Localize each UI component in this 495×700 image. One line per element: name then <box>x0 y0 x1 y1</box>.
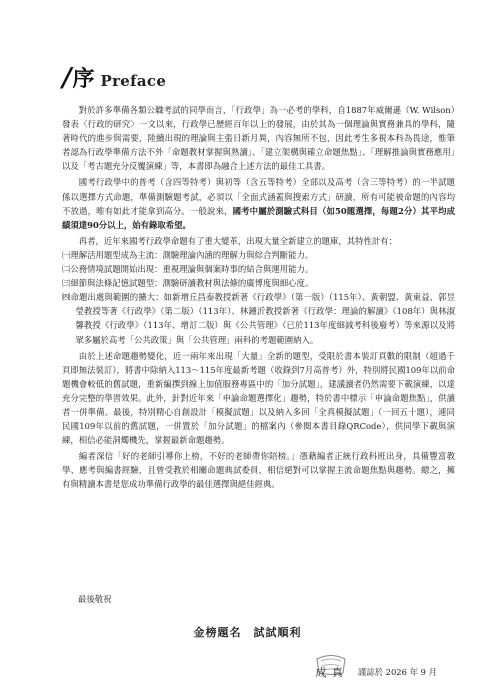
list-item: ㈡公務情境試題開始出現：重視理論與個案時事的結合與運用能力。 <box>62 264 314 275</box>
heading-title-zh: 序 <box>72 66 95 92</box>
paragraph-update: 由於上述命題趨勢變化，近一兩年來出現「大量」全新的題型，受限於書本裝訂頁數的限制（超過千頁即無法裝訂），將書中除納入113～115年度最新考題（收錄到7月高普考）外，特別將民國109年以前命題機會較低的舊試題，重新編撰到線上加值服務專區中的「加分試題」，建議讀者仍然需要下載演練，以達充分完整的學習效果。此外，針對近年來「申論命題選擇化」趨勢，特於書中標示「申論命題焦點」，供讀者一併準備。最後，特別精心自創設計「模擬試題」以及納入多回「全真模擬試題」（一回五十題），連同民國109年以前的舊試題，一併置於「加分試題」的檔案內（參閱本書目錄QRCode），供同學下載與演練，相信必能洞燭機先，掌握最新命題趨勢。 <box>62 350 455 446</box>
paragraph-exam-bold: 國考中屬於測驗式科目（如50題選擇，每題2分）其平均成績須達90分以上，始有錄取希望。 <box>62 205 456 230</box>
blessing-motto: 金榜題名 試試順利 <box>193 626 302 639</box>
author-name: 成 真 <box>315 666 344 679</box>
preface-heading <box>62 62 166 93</box>
paragraph-exam <box>62 175 455 231</box>
paragraph-wish: 編者深信「好的老師引導你上榜，不好的老師帶你陪榜。」憑藉編者正統行政科班出身，具備豐富教學、應考與編書經驗，且曾受教於相關命題典試委員，相信絕對可以掌握主流命題焦點與趨勢。總之，擁有與精讀本書是您成功準備行政學的最佳選擇與絕佳經典。 <box>62 451 455 490</box>
signature-block <box>315 664 437 680</box>
paragraph-exam-text: 國考行政學中的普考（含四等特考）與初等（含五等特考）全部以及高考（含三等特考）的一半試題係以選擇方式命題，準備測驗題考試，必須以「全面式涵蓋與搜索方式」研讀，所有可能被命題的內容均不放過，唯有如此才能拿到高分。一般說來， <box>62 177 455 216</box>
list-item: ㈢細節與法條記憶試題型：測驗研讀教材與法條的廣博度與細心度。 <box>62 278 314 289</box>
list-item: ㈠理解活用題型成為主流：測驗理論內涵的理解力與綜合判斷能力。 <box>62 249 314 260</box>
paragraph-changes: 再者，近年來國考行政學命題有了重大變革，出現大量全新建立的題庫，其特性計有： <box>78 235 398 246</box>
paragraph-intro: 對於許多準備各類公職考試的同學而言，「行政學」為一必考的學科，自1887年威爾遜（W. Wilson）發表〈行政的研究〉一文以來，行政學已歷經百年以上的發展，由於其為一個理論與實務兼具的學科，隨著時代的進步與需要，陸續出現的理論與主張日新月異，內容無所不包，因此考生多視本科為畏途，惟筆者認為行政學準備方法不外「命題教材掌握與熟讀」、「建立架構與確立命題焦點」、「理解推論與實務應用」以及「考古題充分反覆演練」等，本書即為融合上述方法的最佳工具書。 <box>62 105 455 172</box>
preface-body <box>62 103 455 492</box>
signature-date: 謹誌於 2026 年 9 月 <box>357 667 437 677</box>
heading-title-en: Preface <box>100 72 167 90</box>
list-item: ㈣命題出處與範圍的擴大：如新增丘昌泰教授新著《行政學》（第一版）（115年）、黃朝盟、黃東益、郭昱瑩教授等著《行政學》（第二版）（113年）、林鍾沂教授新著《行政學：理論的解讀》（108年）與林淑馨教授《行政學》（113年、增訂二版）與《公共管理》（已於113年度細減考科後廢考）等來源以及將眾多屬於高考「公共政策」與「公共管理」兩科的考題範圍納入。 <box>62 292 455 345</box>
trend-list <box>62 248 455 347</box>
heading-slash: / <box>62 63 72 93</box>
regards-line: 最後敬祝 <box>78 594 112 604</box>
